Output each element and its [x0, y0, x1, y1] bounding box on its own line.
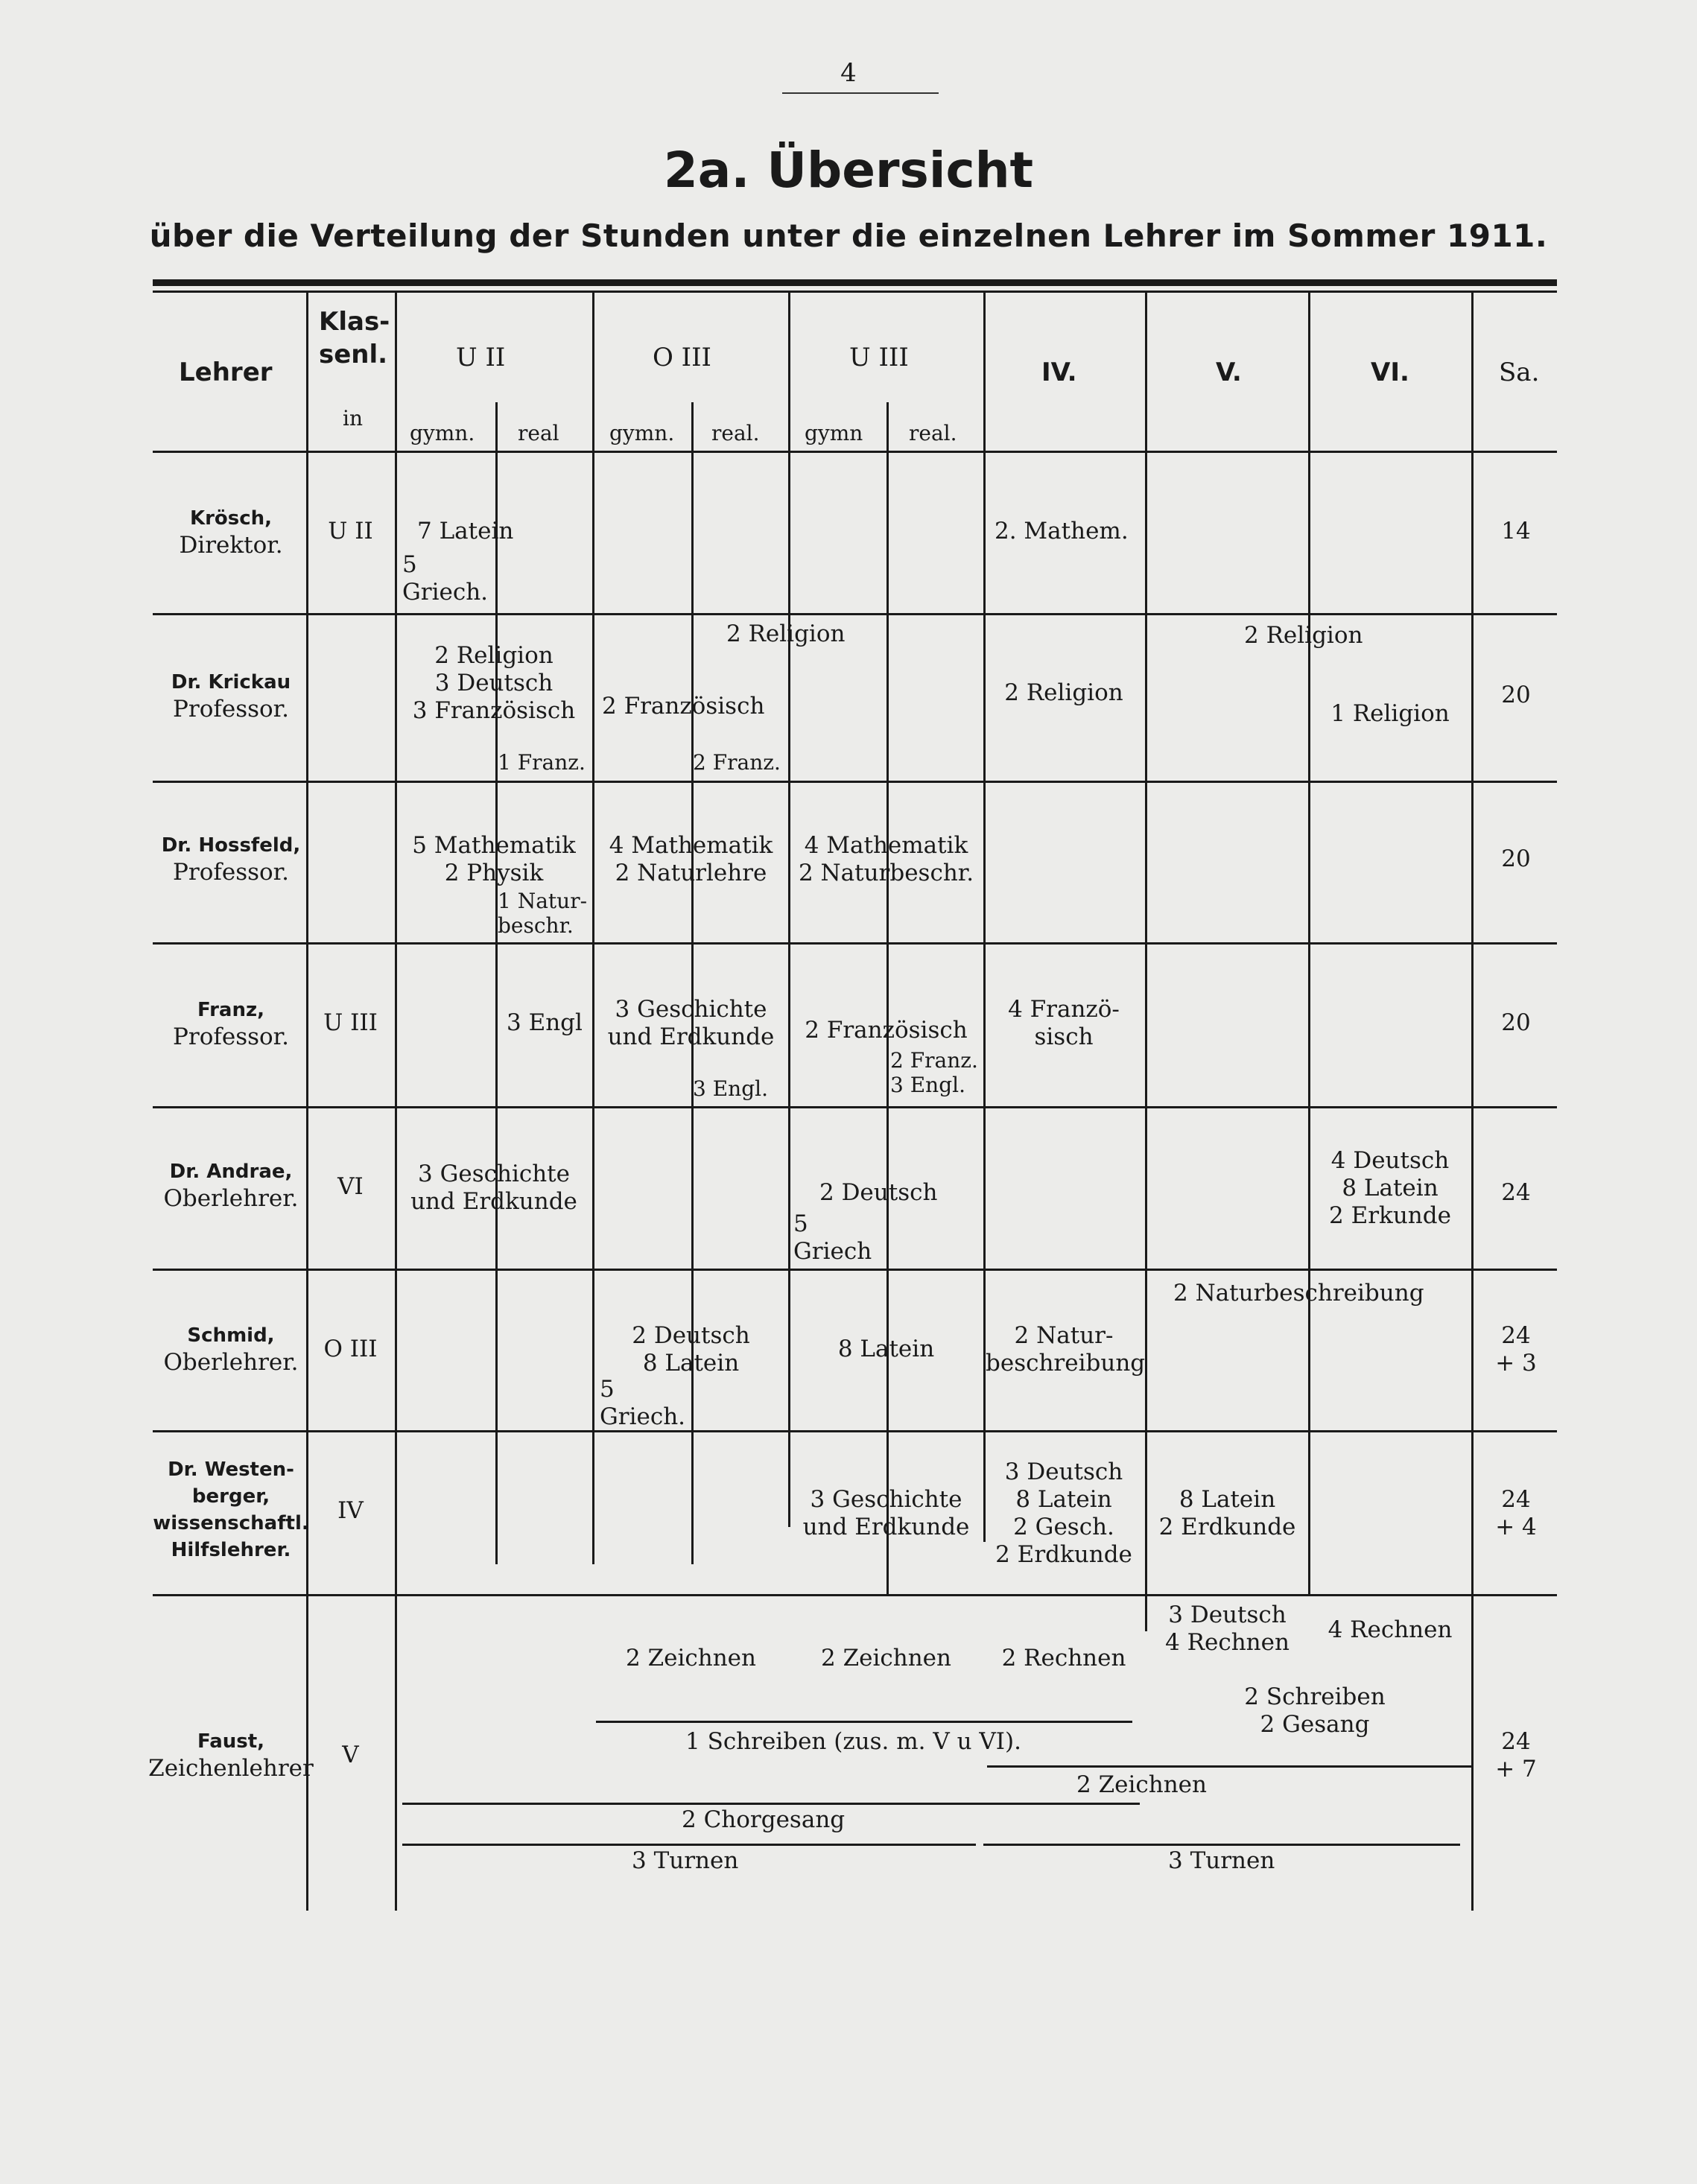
- teacher-name-franz: Franz,: [197, 999, 264, 1021]
- sum-hossfeld: 20: [1501, 845, 1531, 872]
- header-lehrer: Lehrer: [179, 358, 273, 387]
- header-uii: U II: [456, 343, 506, 372]
- teacher-title-hossfeld: Professor.: [173, 859, 289, 886]
- col-line-vi: [1308, 291, 1310, 1594]
- teacher-title-andrae: Oberlehrer.: [163, 1185, 299, 1212]
- sub-line-uiii: [886, 402, 889, 1594]
- teacher-name-schmid: Schmid,: [187, 1324, 275, 1347]
- col-line-sa: [1471, 291, 1474, 1911]
- schmid-uiii: 8 Latein: [837, 1336, 935, 1362]
- kroesch-latein: 7 Latein: [417, 518, 514, 545]
- header-sa: Sa.: [1499, 358, 1540, 387]
- teacher-name-krickau: Dr. Krickau: [171, 671, 291, 693]
- col-line-oiii: [592, 291, 594, 1564]
- page-subtitle: über die Verteilung der Stunden unter die einzelnen Lehrer im Sommer 1911.: [149, 218, 1548, 254]
- row-rule-2: [153, 781, 1557, 783]
- row-rule-1: [153, 613, 1557, 615]
- table-top-rule-thick: [153, 279, 1557, 286]
- krickau-religion-mid: 2 Religion: [726, 620, 846, 647]
- franz-iv: 4 Franzö- sisch: [1008, 996, 1120, 1050]
- teacher-title-kroesch: Direktor.: [179, 532, 283, 559]
- sum-faust: 24 + 7: [1495, 1728, 1537, 1783]
- faust-schreiben: 1 Schreiben (zus. m. V u VI).: [685, 1728, 1021, 1755]
- teacher-title-faust: Zeichenlehrer: [148, 1755, 314, 1782]
- col-line-uiii: [788, 291, 790, 1527]
- franz-uiii: 2 Französisch: [805, 1017, 968, 1044]
- header-klassenlehrer: Klas- senl.: [319, 307, 390, 369]
- header-vi: VI.: [1371, 358, 1409, 387]
- row-rule-3: [153, 942, 1557, 945]
- row-rule-5: [153, 1269, 1557, 1271]
- sum-andrae: 24: [1501, 1179, 1531, 1206]
- klasse-andrae: VI: [337, 1173, 364, 1200]
- faust-oiii: 2 Zeichnen: [626, 1645, 756, 1672]
- klasse-kroesch: U II: [328, 518, 373, 545]
- krickau-iv: 2 Religion: [1004, 679, 1123, 706]
- westenberger-uiii: 3 Geschichte und Erdkunde: [802, 1486, 970, 1540]
- faust-vi: 4 Rechnen: [1328, 1616, 1453, 1643]
- krickau-vi: 1 Religion: [1330, 700, 1450, 727]
- header-v: V.: [1216, 358, 1242, 387]
- krickau-religion-right: 2 Religion: [1244, 622, 1363, 649]
- schmid-griech: 5 Griech.: [600, 1376, 686, 1430]
- franz-oiii: 3 Geschichte und Erdkunde: [607, 996, 775, 1050]
- sum-westenberger: 24 + 4: [1495, 1486, 1537, 1540]
- header-uii-gymn: gymn.: [410, 421, 475, 445]
- header-uiii-real: real.: [909, 421, 957, 445]
- brace-schreiben: [596, 1721, 1132, 1723]
- brace-chorgesang: [402, 1803, 1140, 1805]
- faust-chorgesang: 2 Chorgesang: [682, 1806, 846, 1833]
- header-iv: IV.: [1041, 358, 1077, 387]
- header-bottom-rule: [153, 451, 1557, 453]
- teacher-name-westenberger: Dr. Westen- berger, wissenschaftl. Hilfslehrer.: [153, 1458, 309, 1561]
- westenberger-v: 8 Latein 2 Erdkunde: [1158, 1486, 1296, 1540]
- andrae-uii: 3 Geschichte und Erdkunde: [410, 1161, 577, 1215]
- faust-turnen-right: 3 Turnen: [1168, 1847, 1275, 1874]
- franz-oengl: 3 Engl.: [693, 1076, 768, 1101]
- andrae-vi: 4 Deutsch 8 Latein 2 Erkunde: [1329, 1147, 1451, 1229]
- klasse-franz: U III: [323, 1009, 378, 1036]
- krickau-ufranz: 1 Franz.: [498, 750, 586, 775]
- col-line-uii: [395, 291, 397, 1911]
- klasse-schmid: O III: [323, 1336, 378, 1362]
- sum-schmid: 24 + 3: [1495, 1322, 1537, 1377]
- franz-engl: 3 Engl: [507, 1009, 583, 1036]
- kroesch-griech: 5 Griech.: [402, 551, 489, 606]
- row-rule-4: [153, 1106, 1557, 1108]
- klasse-faust: V: [342, 1742, 359, 1768]
- sum-krickau: 20: [1501, 682, 1531, 708]
- brace-turnen-left: [402, 1844, 976, 1846]
- franz-ufr: 2 Franz. 3 Engl.: [890, 1048, 978, 1097]
- row-rule-7: [153, 1594, 1557, 1596]
- teacher-name-kroesch: Krösch,: [189, 507, 273, 530]
- schmid-nat: 2 Naturbeschreibung: [1173, 1280, 1424, 1307]
- sum-franz: 20: [1501, 1009, 1531, 1036]
- brace-turnen-right: [983, 1844, 1460, 1846]
- sum-kroesch: 14: [1501, 518, 1531, 545]
- faust-turnen-left: 3 Turnen: [632, 1847, 739, 1874]
- row-rule-6: [153, 1430, 1557, 1432]
- hossfeld-oiii: 4 Mathematik 2 Naturlehre: [609, 832, 773, 886]
- header-oiii-gymn: gymn.: [609, 421, 675, 445]
- sub-line-oiii: [691, 402, 694, 1564]
- andrae-deutsch: 2 Deutsch: [819, 1179, 938, 1206]
- header-oiii-real: real.: [711, 421, 760, 445]
- hossfeld-uii: 5 Mathematik 2 Physik: [412, 832, 576, 886]
- header-oiii: O III: [653, 343, 711, 372]
- krickau-uii: 2 Religion 3 Deutsch 3 Französisch: [412, 642, 576, 724]
- teacher-name-faust: Faust,: [197, 1730, 265, 1753]
- header-uii-real: real: [518, 421, 559, 445]
- header-uiii-gymn: gymn: [805, 421, 863, 445]
- sub-line-uii: [495, 402, 498, 1564]
- page-title: 2a. Übersicht: [663, 142, 1034, 199]
- faust-iv: 2 Rechnen: [1001, 1645, 1126, 1672]
- krickau-ofranz: 2 Franz.: [693, 750, 781, 775]
- hossfeld-uiii: 4 Mathematik 2 Naturbeschr.: [798, 832, 974, 886]
- faust-v: 3 Deutsch 4 Rechnen: [1165, 1602, 1290, 1656]
- teacher-title-franz: Professor.: [173, 1023, 289, 1050]
- header-uiii: U III: [849, 343, 909, 372]
- faust-zeichnen: 2 Zeichnen: [1076, 1771, 1207, 1798]
- page-number-rule: [782, 92, 939, 94]
- hossfeld-natur: 1 Natur- beschr.: [498, 889, 588, 938]
- kroesch-mathem: 2. Mathem.: [995, 518, 1129, 545]
- teacher-title-schmid: Oberlehrer.: [163, 1349, 299, 1376]
- klasse-westenberger: IV: [337, 1497, 364, 1524]
- teacher-name-andrae: Dr. Andrae,: [169, 1161, 293, 1183]
- faust-schreiben-gesang: 2 Schreiben 2 Gesang: [1244, 1683, 1386, 1738]
- westenberger-iv: 3 Deutsch 8 Latein 2 Gesch. 2 Erdkunde: [995, 1458, 1132, 1568]
- andrae-griech: 5 Griech: [793, 1210, 872, 1265]
- teacher-title-krickau: Professor.: [173, 696, 289, 723]
- table-top-rule-thin: [153, 291, 1557, 293]
- brace-zeichnen: [987, 1765, 1471, 1768]
- schmid-oiii: 2 Deutsch 8 Latein: [632, 1322, 750, 1377]
- schmid-iv: 2 Natur- beschreibung: [986, 1322, 1146, 1377]
- teacher-name-hossfeld: Dr. Hossfeld,: [161, 834, 301, 857]
- faust-uiii: 2 Zeichnen: [821, 1645, 951, 1672]
- krickau-oiii: 2 Französisch: [602, 693, 765, 720]
- page-number: 4: [840, 58, 857, 88]
- col-line-v: [1145, 291, 1147, 1631]
- header-in: in: [343, 406, 363, 431]
